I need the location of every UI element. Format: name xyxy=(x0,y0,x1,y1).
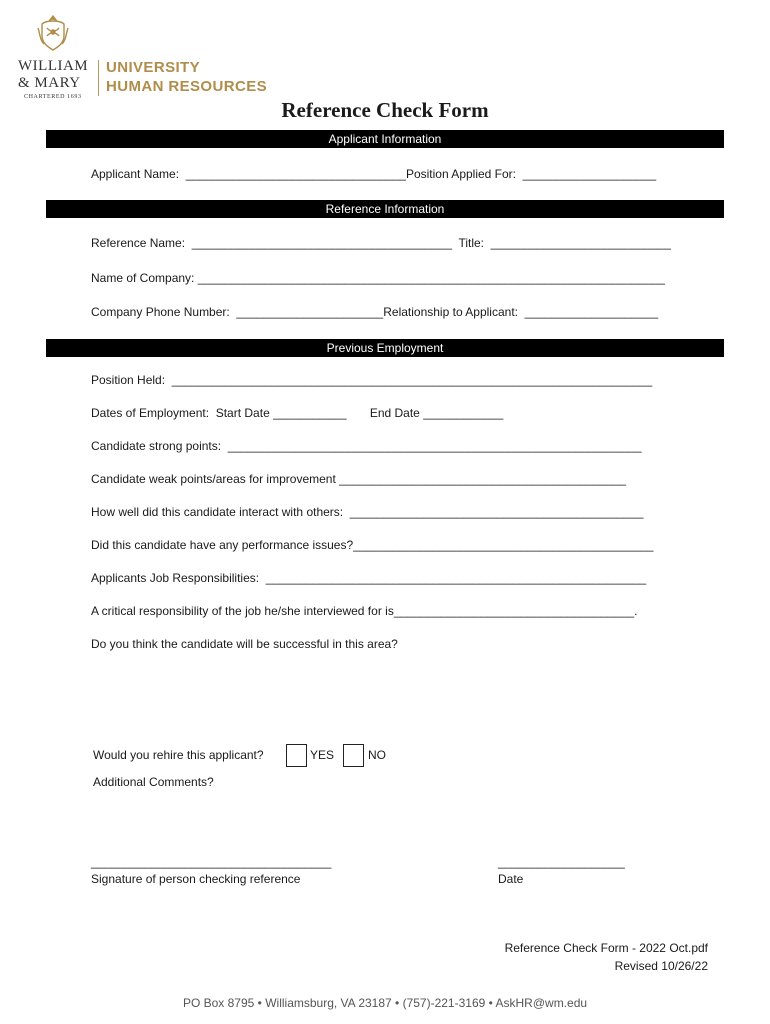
weak-points-field[interactable]: Candidate weak points/areas for improvement ___________________________________________ xyxy=(91,472,627,486)
crest-icon xyxy=(36,14,70,52)
date-label: Date xyxy=(498,872,524,886)
rehire-no-checkbox[interactable] xyxy=(343,744,364,767)
additional-comments-label: Additional Comments? xyxy=(93,775,214,789)
logo-line-2: & MARY xyxy=(18,75,81,91)
signature-label: Signature of person checking reference xyxy=(91,872,301,886)
rehire-yes-checkbox[interactable] xyxy=(286,744,307,767)
interaction-field[interactable]: How well did this candidate interact with others: ____________________________________________ xyxy=(91,505,644,519)
department-line-2: HUMAN RESOURCES xyxy=(106,78,268,95)
applicant-name-field[interactable]: Applicant Name: _________________________________Position Applied For: ____________________ xyxy=(91,167,657,181)
form-title: Reference Check Form xyxy=(281,98,489,122)
performance-issues-field[interactable]: Did this candidate have any performance issues?_____________________________________________ xyxy=(91,538,654,552)
section-header-applicant: Applicant Information xyxy=(46,130,724,148)
logo-charter: CHARTERED 1693 xyxy=(24,94,82,100)
logo-line-1: WILLIAM xyxy=(18,58,89,74)
logo-wordmark xyxy=(18,58,88,92)
company-name-field[interactable]: Name of Company: ______________________________________________________________________ xyxy=(91,271,665,285)
logo-divider xyxy=(98,60,99,96)
rehire-yes-label: YES xyxy=(310,748,335,762)
section-header-previous-employment: Previous Employment xyxy=(46,339,724,357)
strong-points-field[interactable]: Candidate strong points: ______________________________________________________________ xyxy=(91,439,642,453)
footer-revised: Revised 10/26/22 xyxy=(614,959,708,973)
footer-address: PO Box 8795 • Williamsburg, VA 23187 • (757)-221-3169 • AskHR@wm.edu xyxy=(182,996,588,1010)
section-header-reference: Reference Information xyxy=(46,200,724,218)
rehire-no-label: NO xyxy=(368,748,386,762)
dates-of-employment-field[interactable]: Dates of Employment: Start Date ___________ End Date ____________ xyxy=(91,406,504,420)
department-name xyxy=(106,58,267,96)
department-line-1: UNIVERSITY xyxy=(106,59,201,76)
job-responsibilities-field[interactable]: Applicants Job Responsibilities: _________________________________________________________ xyxy=(91,571,647,585)
company-phone-field[interactable]: Company Phone Number: ______________________Relationship to Applicant: ____________________ xyxy=(91,305,659,319)
rehire-question: Would you rehire this applicant? xyxy=(93,748,264,762)
critical-responsibility-field[interactable]: A critical responsibility of the job he/she interviewed for is____________________________________. xyxy=(91,604,638,618)
signature-line[interactable]: ____________________________________ xyxy=(91,855,332,869)
reference-name-field[interactable]: Reference Name: _______________________________________ Title: ___________________________ xyxy=(91,236,671,250)
date-line[interactable]: ___________________ xyxy=(498,855,625,869)
position-held-field[interactable]: Position Held: ________________________________________________________________________ xyxy=(91,373,653,387)
successful-question: Do you think the candidate will be successful in this area? xyxy=(91,637,398,651)
footer-filename: Reference Check Form - 2022 Oct.pdf xyxy=(504,941,708,955)
